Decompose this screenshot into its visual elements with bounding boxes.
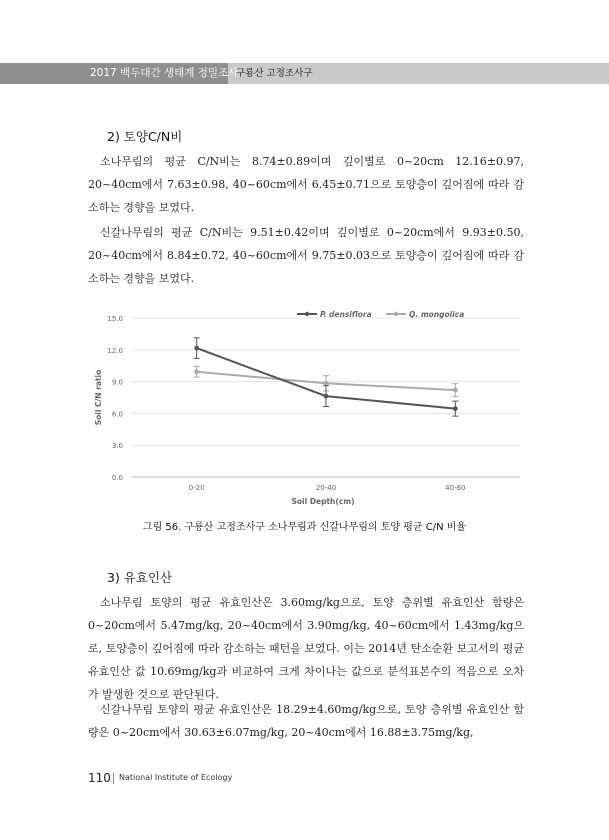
paragraph-pine-phosphate: 소나무림 토양의 평균 유효인산은 3.60mg/kg으로, 토양 층위별 유효인산 함량은 0~20cm에서 5.47mg/kg, 20~40cm에서 3.90mg/kg, 40~60cm에서 1.43mg/kg으로, 토양층이 깊어짐에 따라 감소하는 패턴을 보였다. 이는 2014년 탄소순환 보고서의 평균 유효인산 값 10.69mg/kg과 비교하여 크게 차이나는 값으로 분석표본수의 적음으로 오차가 발생한 것으로 판단된다.	[88, 596, 524, 701]
y-tick-label: 0.0	[111, 474, 123, 482]
page-number: 110	[88, 771, 111, 785]
header-site-name: 구룡산 고정조사구	[236, 68, 313, 79]
section-title-available-phosphate: 3) 유효인산	[107, 570, 173, 585]
series-line-p-densiflora	[197, 348, 456, 409]
footer-institute: National Institute of Ecology	[119, 773, 233, 782]
legend-swatch-marker	[394, 312, 398, 316]
figure-caption: 그림 56. 구룡산 고정조사구 소나무림과 신갈나무림의 토양 평균 C/N 비율	[142, 522, 467, 533]
legend-label: P. densiflora	[320, 310, 372, 319]
y-tick-label: 15.0	[107, 315, 123, 323]
paragraph-pine-cn: 소나무림의 평균 C/N비는 8.74±0.89이며 깊이별로 0~20cm 12.16±0.97, 20~40cm에서 7.63±0.98, 40~60cm에서 6.45±0.71으로 토양층이 깊어짐에 따라 감소하는 경향을 보였다.	[88, 155, 524, 214]
x-tick-label: 20-40	[315, 484, 337, 492]
paragraph-oak-phosphate: 신갈나무림 토양의 평균 유효인산은 18.29±4.60mg/kg으로, 토양 층위별 유효인산 함량은 0~20cm에서 30.63±6.07mg/kg, 20~40cm에서 16.88±3.75mg/kg,	[88, 703, 524, 739]
y-tick-label: 9.0	[111, 378, 123, 387]
header-report-title: 2017 백두대간 생태계 정밀조사	[0, 63, 228, 84]
data-point	[194, 369, 199, 374]
footer-divider	[113, 773, 114, 784]
data-point	[324, 381, 329, 386]
x-axis-title: Soil Depth(cm)	[291, 497, 355, 506]
y-tick-label: 6.0	[111, 410, 123, 419]
series-line-q-mongolica	[197, 372, 456, 390]
x-tick-label: 40-60	[445, 484, 466, 492]
section-title-cn-ratio: 2) 토양C/N비	[107, 129, 183, 144]
data-point	[324, 394, 329, 399]
y-axis-title: Soil C/N ratio	[94, 369, 103, 426]
data-point	[453, 388, 458, 393]
legend-label: Q. mongolica	[409, 310, 465, 319]
y-tick-label: 3.0	[111, 442, 123, 451]
data-point	[194, 346, 199, 351]
x-tick-label: 0-20	[188, 484, 205, 492]
y-tick-label: 12.0	[107, 346, 123, 355]
data-point	[453, 406, 458, 411]
paragraph-oak-cn: 신갈나무림의 평균 C/N비는 9.51±0.42이며 깊이별로 0~20cm에서 9.93±0.50, 20~40cm에서 8.84±0.72, 40~60cm에서 9.75±0.03으로 토양층이 깊어짐에 따라 감소하는 경향을 보였다.	[88, 226, 524, 285]
legend-swatch-marker	[305, 312, 309, 316]
